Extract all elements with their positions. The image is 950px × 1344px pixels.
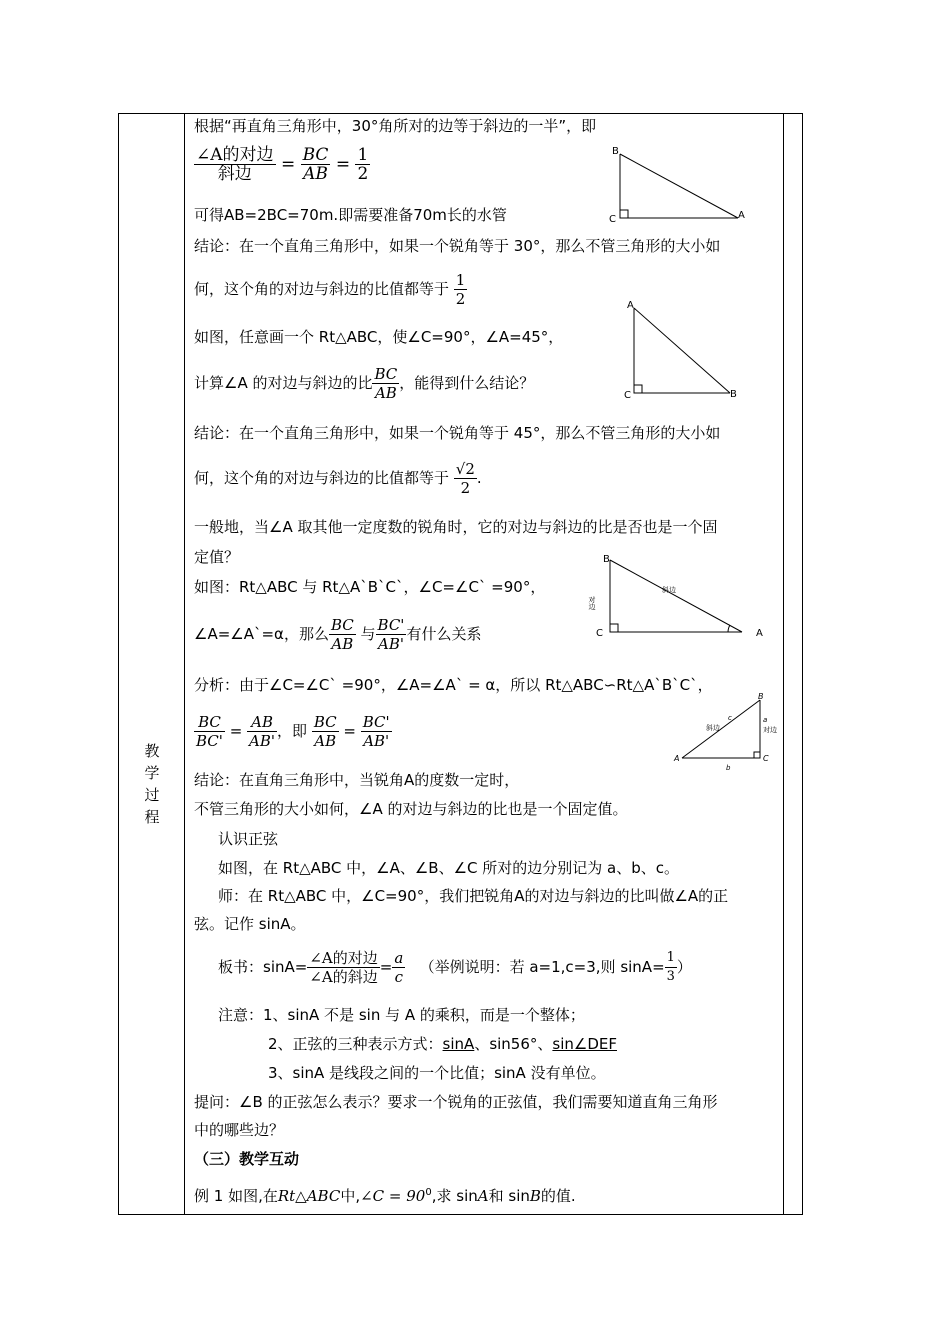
triangle-figure-45deg [622, 298, 752, 403]
column-divider-left [184, 113, 185, 1215]
text-line: 一般地，当∠A 取其他一定度数的锐角时，它的对边与斜边的比是否也是一个固 [194, 518, 718, 536]
fraction: $\frac{\text{∠A的对边}}{\text{∠A的斜边}}$ [309, 949, 378, 986]
fraction: $\frac{BC}{AB}$ [302, 145, 329, 184]
text-line: 结论：在一个直角三角形中，如果一个锐角等于 30°，那么不管三角形的大小如 [194, 237, 721, 255]
text-line: 提问：∠B 的正弦怎么表示？要求一个锐角的正弦值，我们需要知道直角三角形 [194, 1093, 718, 1111]
vertex-label: B [603, 554, 610, 565]
text-line: 注意：1、sinA 不是 sin 与 A 的乘积，而是一个整体； [218, 1006, 585, 1024]
fraction: $\frac{BC}{BC'}$ [196, 713, 223, 750]
text-line: 不管三角形的大小如何，∠A 的对边与斜边的比也是一个固定值。 [194, 800, 628, 818]
text-line-blackboard: 板书：sinA= $\frac{\text{∠A的对边}}{\text{∠A的斜边}}$ = $\frac{a}{c}$ （举例说明：若 a=1,c=3,则 sinA= $\frac{1}{3}$ ） [218, 949, 692, 986]
fraction: $\frac{AB}{AB'}$ [249, 713, 276, 750]
fraction: $\frac{1}{2}$ [357, 145, 369, 184]
fraction: $\frac{BC'}{AB'}$ [377, 616, 405, 653]
vertex-label: B [730, 389, 737, 400]
side-label: 斜边 [706, 724, 720, 732]
text-line: 如图，任意画一个 Rt△ABC，使∠C=90°，∠A=45°， [194, 328, 564, 346]
text-line: 中的哪些边？ [194, 1121, 285, 1139]
fraction: $\frac{BC}{AB}$ [330, 616, 354, 653]
text-line: 2、正弦的三种表示方式：sinA、sin56°、sin∠DEF [268, 1035, 617, 1053]
side-label: 对边 [588, 596, 596, 610]
text-line: 师：在 Rt△ABC 中，∠C=90°，我们把锐角A的对边与斜边的比叫做∠A的正 [218, 887, 729, 905]
text-line: ∠A=∠A`=α，那么 $\frac{BC}{AB}$ 与 $\frac{BC'}{AB'}$ 有什么关系 [194, 616, 482, 653]
fraction: $\frac{a}{c}$ [394, 949, 404, 986]
text-line: 定值？ [194, 548, 240, 566]
vertex-label: B [612, 146, 619, 157]
section-label: 教学过程 [144, 742, 160, 826]
text-line: 如图：Rt△ABC 与 Rt△A`B`C`，∠C=∠C` =90°， [194, 578, 546, 596]
vertex-label: C [596, 628, 603, 639]
text-line: 3、sinA 是线段之间的一个比值；sinA 没有单位。 [268, 1064, 606, 1082]
text-line: 根据“再直角三角形中，30°角所对的边等于斜边的一半”，即 [194, 117, 597, 135]
triangle-figure-sides [672, 692, 792, 772]
fraction: $\frac{BC'}{AB'}$ [362, 713, 390, 750]
fraction: $\frac{√2}{2}$ [455, 460, 475, 497]
vertex-label: B [758, 692, 764, 701]
text-line: 计算∠A 的对边与斜边的比 $\frac{BC}{AB}$ ，能得到什么结论？ [194, 365, 535, 402]
text-line: 结论：在一个直角三角形中，如果一个锐角等于 45°，那么不管三角形的大小如 [194, 424, 721, 442]
fraction: $\frac{BC}{AB}$ [374, 365, 398, 402]
fraction: $\frac{\text{∠A的对边}}{\text{斜边}}$ [196, 145, 274, 184]
text-line: 结论：在直角三角形中，当锐角A的度数一定时， [194, 771, 520, 789]
triangle-figure-general [588, 552, 772, 642]
vertex-label: C [763, 754, 769, 763]
equation-ratio: $\frac{\text{∠A的对边}}{\text{斜边}}$ = $\frac{BC}{AB}$ = $\frac{1}{2}$ [196, 145, 369, 184]
side-label: b [726, 764, 731, 772]
fraction: $\frac{1}{2}$ [455, 271, 466, 308]
triangle-figure-30deg [608, 146, 758, 226]
side-label: c [728, 714, 732, 722]
vertex-label: A [738, 210, 745, 221]
vertex-label: C [624, 390, 631, 401]
fraction: $\frac{BC}{AB}$ [313, 713, 337, 750]
text-line: 可得AB=2BC=70m.即需要准备70m长的水管 [194, 206, 507, 224]
text-line: 如图，在 Rt△ABC 中，∠A、∠B、∠C 所对的边分别记为 a、b、c。 [218, 859, 680, 877]
vertex-label: A [674, 754, 680, 763]
text-line: 弦。记作 sinA。 [194, 915, 306, 933]
text-line: 何，这个角的对边与斜边的比值都等于 $\frac{1}{2}$ [194, 271, 466, 308]
side-label: 对边 [763, 726, 777, 734]
vertex-label: A [627, 300, 634, 311]
section-heading: （三）教学互动 [194, 1150, 300, 1168]
text-line-example: 例 1 如图,在Rt△ABC中,∠C = $90^0$,求 sinA和 sinB的值. [194, 1187, 576, 1205]
side-label: 斜边 [662, 586, 676, 594]
text-line: 分析：由于∠C=∠C` =90°，∠A=∠A` = α，所以 Rt△ABC∽Rt△A`B`C`， [194, 676, 713, 694]
text-line: $\frac{BC}{BC'}$ = $\frac{AB}{AB'}$ ，即 $\frac{BC}{AB}$ = $\frac{BC'}{AB'}$ [196, 713, 390, 750]
fraction: $\frac{1}{3}$ [666, 950, 675, 984]
vertex-label: A [756, 628, 763, 639]
text-line: 何，这个角的对边与斜边的比值都等于 $\frac{√2}{2}$ . [194, 460, 482, 497]
column-divider-right [783, 113, 784, 1215]
side-label: a [763, 716, 768, 724]
vertex-label: C [609, 214, 616, 225]
text-line: 认识正弦 [218, 830, 279, 848]
